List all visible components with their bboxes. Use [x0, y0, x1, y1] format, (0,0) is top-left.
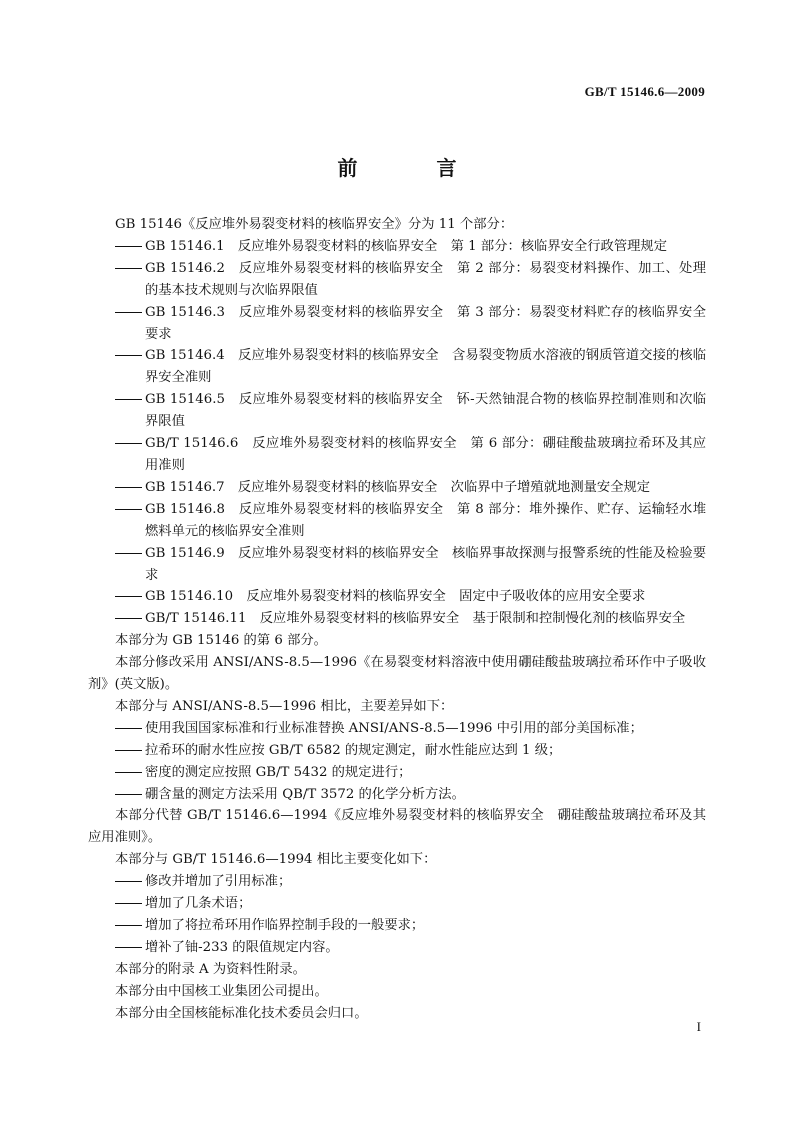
dash-mark	[115, 246, 142, 247]
list-item-text: GB 15146.7 反应堆外易裂变材料的核临界安全 次临界中子增殖就地测量安全规定	[145, 479, 651, 495]
parts-intro: GB 15146《反应堆外易裂变材料的核临界安全》分为 11 个部分：	[115, 217, 514, 232]
dash-mark	[115, 772, 142, 773]
list-item-text: GB/T 15146.6 反应堆外易裂变材料的核临界安全 第 6 部分：硼硅酸盐玻璃拉希环及其应用准则	[145, 436, 706, 473]
adoption-statement: 本部分修改采用 ANSI/ANS-8.5—1996《在易裂变材料溶液中使用硼硅酸盐玻璃拉希环作中子吸收剂》(英文版)。	[88, 655, 706, 693]
dash-mark	[115, 312, 142, 313]
proposer-statement: 本部分由中国核工业集团公司提出。	[115, 983, 328, 999]
dash-mark	[115, 947, 142, 948]
list-item-text: GB 15146.5 反应堆外易裂变材料的核临界安全 钚-天然铀混合物的核临界控制准则和次临界限值	[145, 392, 706, 430]
list-item-text: GB/T 15146.11 反应堆外易裂变材料的核临界安全 基于限制和控制慢化剂的核临界安全	[145, 611, 686, 627]
dash-mark	[115, 399, 142, 400]
dash-mark	[115, 596, 142, 597]
list-item-text: GB 15146.1 反应堆外易裂变材料的核临界安全 第 1 部分：核临界安全行政管理规定	[145, 238, 668, 254]
list-item	[88, 762, 706, 784]
dash-mark	[115, 794, 142, 795]
dash-mark	[115, 268, 142, 269]
dash-mark	[115, 750, 142, 751]
list-item	[88, 915, 706, 937]
dash-mark	[115, 881, 142, 882]
dash-mark	[115, 509, 142, 510]
list-item-text: GB 15146.4 反应堆外易裂变材料的核临界安全 含易裂变物质水溶液的钢质管道交接的核临界安全准则	[145, 348, 706, 386]
list-item	[88, 345, 706, 389]
changes-intro: 本部分与 GB/T 15146.6—1994 相比主要变化如下：	[115, 852, 437, 868]
list-item-text: 增加了几条术语；	[145, 896, 252, 912]
dash-mark	[115, 903, 142, 904]
list-item-text: 使用我国国家标准和行业标准替换 ANSI/ANS-8.5—1996 中引用的部分美国标准；	[145, 720, 643, 736]
list-item	[88, 937, 706, 959]
list-item	[88, 236, 706, 258]
list-item	[88, 543, 706, 587]
list-item-text: 增补了铀-233 的限值规定内容。	[145, 939, 339, 955]
list-item	[88, 718, 706, 740]
list-item	[88, 433, 706, 477]
part-of-statement: 本部分为 GB 15146 的第 6 部分。	[115, 633, 327, 649]
list-item	[88, 608, 706, 630]
dash-mark	[115, 728, 142, 729]
list-item-text: 拉希环的耐水性应按 GB/T 6582 的规定测定，耐水性能应达到 1 级；	[145, 742, 562, 758]
list-item-text: 修改并增加了引用标准；	[145, 874, 292, 890]
page-title: 前 言	[337, 156, 493, 180]
list-item	[88, 389, 706, 433]
list-item-text: GB 15146.9 反应堆外易裂变材料的核临界安全 核临界事故探测与报警系统的性能及检验要求	[145, 545, 706, 583]
list-item-text: GB 15146.3 反应堆外易裂变材料的核临界安全 第 3 部分：易裂变材料贮存的核临界安全要求	[145, 304, 706, 342]
list-item	[88, 302, 706, 346]
list-item	[88, 871, 706, 893]
replaces-statement: 本部分代替 GB/T 15146.6—1994《反应堆外易裂变材料的核临界安全 硼硅酸盐玻璃拉希环及其应用准则》。	[88, 808, 706, 846]
list-item	[88, 258, 706, 302]
list-item-text: GB 15146.2 反应堆外易裂变材料的核临界安全 第 2 部分：易裂变材料操作、加工、处理的基本技术规则与次临界限值	[145, 260, 706, 298]
dash-mark	[115, 487, 142, 488]
dash-mark	[115, 443, 142, 444]
standard-code: GB/T 15146.6—2009	[584, 84, 705, 99]
dash-mark	[115, 355, 142, 356]
list-item-text: 密度的测定应按照 GB/T 5432 的规定进行；	[145, 764, 412, 780]
appendix-statement: 本部分的附录 A 为资料性附录。	[115, 961, 306, 977]
list-item	[88, 499, 706, 543]
list-item-text: 硼含量的测定方法采用 QB/T 3572 的化学分析方法。	[145, 786, 465, 802]
list-item	[88, 893, 706, 915]
page-number: I	[696, 1019, 701, 1034]
list-item-text: GB 15146.8 反应堆外易裂变材料的核临界安全 第 8 部分：堆外操作、贮存、运输轻水堆燃料单元的核临界安全准则	[145, 501, 706, 539]
list-item	[88, 586, 706, 608]
foreword-body	[88, 214, 706, 1025]
list-item	[88, 784, 706, 806]
list-item	[88, 477, 706, 499]
dash-mark	[115, 925, 142, 926]
committee-statement: 本部分由全国核能标准化技术委员会归口。	[115, 1005, 368, 1021]
list-item	[88, 740, 706, 762]
dash-mark	[115, 553, 142, 554]
list-item-text: 增加了将拉希环用作临界控制手段的一般要求；	[145, 918, 425, 933]
ansi-diff-intro: 本部分与 ANSI/ANS-8.5—1996 相比，主要差异如下：	[115, 698, 454, 714]
dash-mark	[115, 618, 142, 619]
list-item-text: GB 15146.10 反应堆外易裂变材料的核临界安全 固定中子吸收体的应用安全要求	[145, 589, 646, 605]
